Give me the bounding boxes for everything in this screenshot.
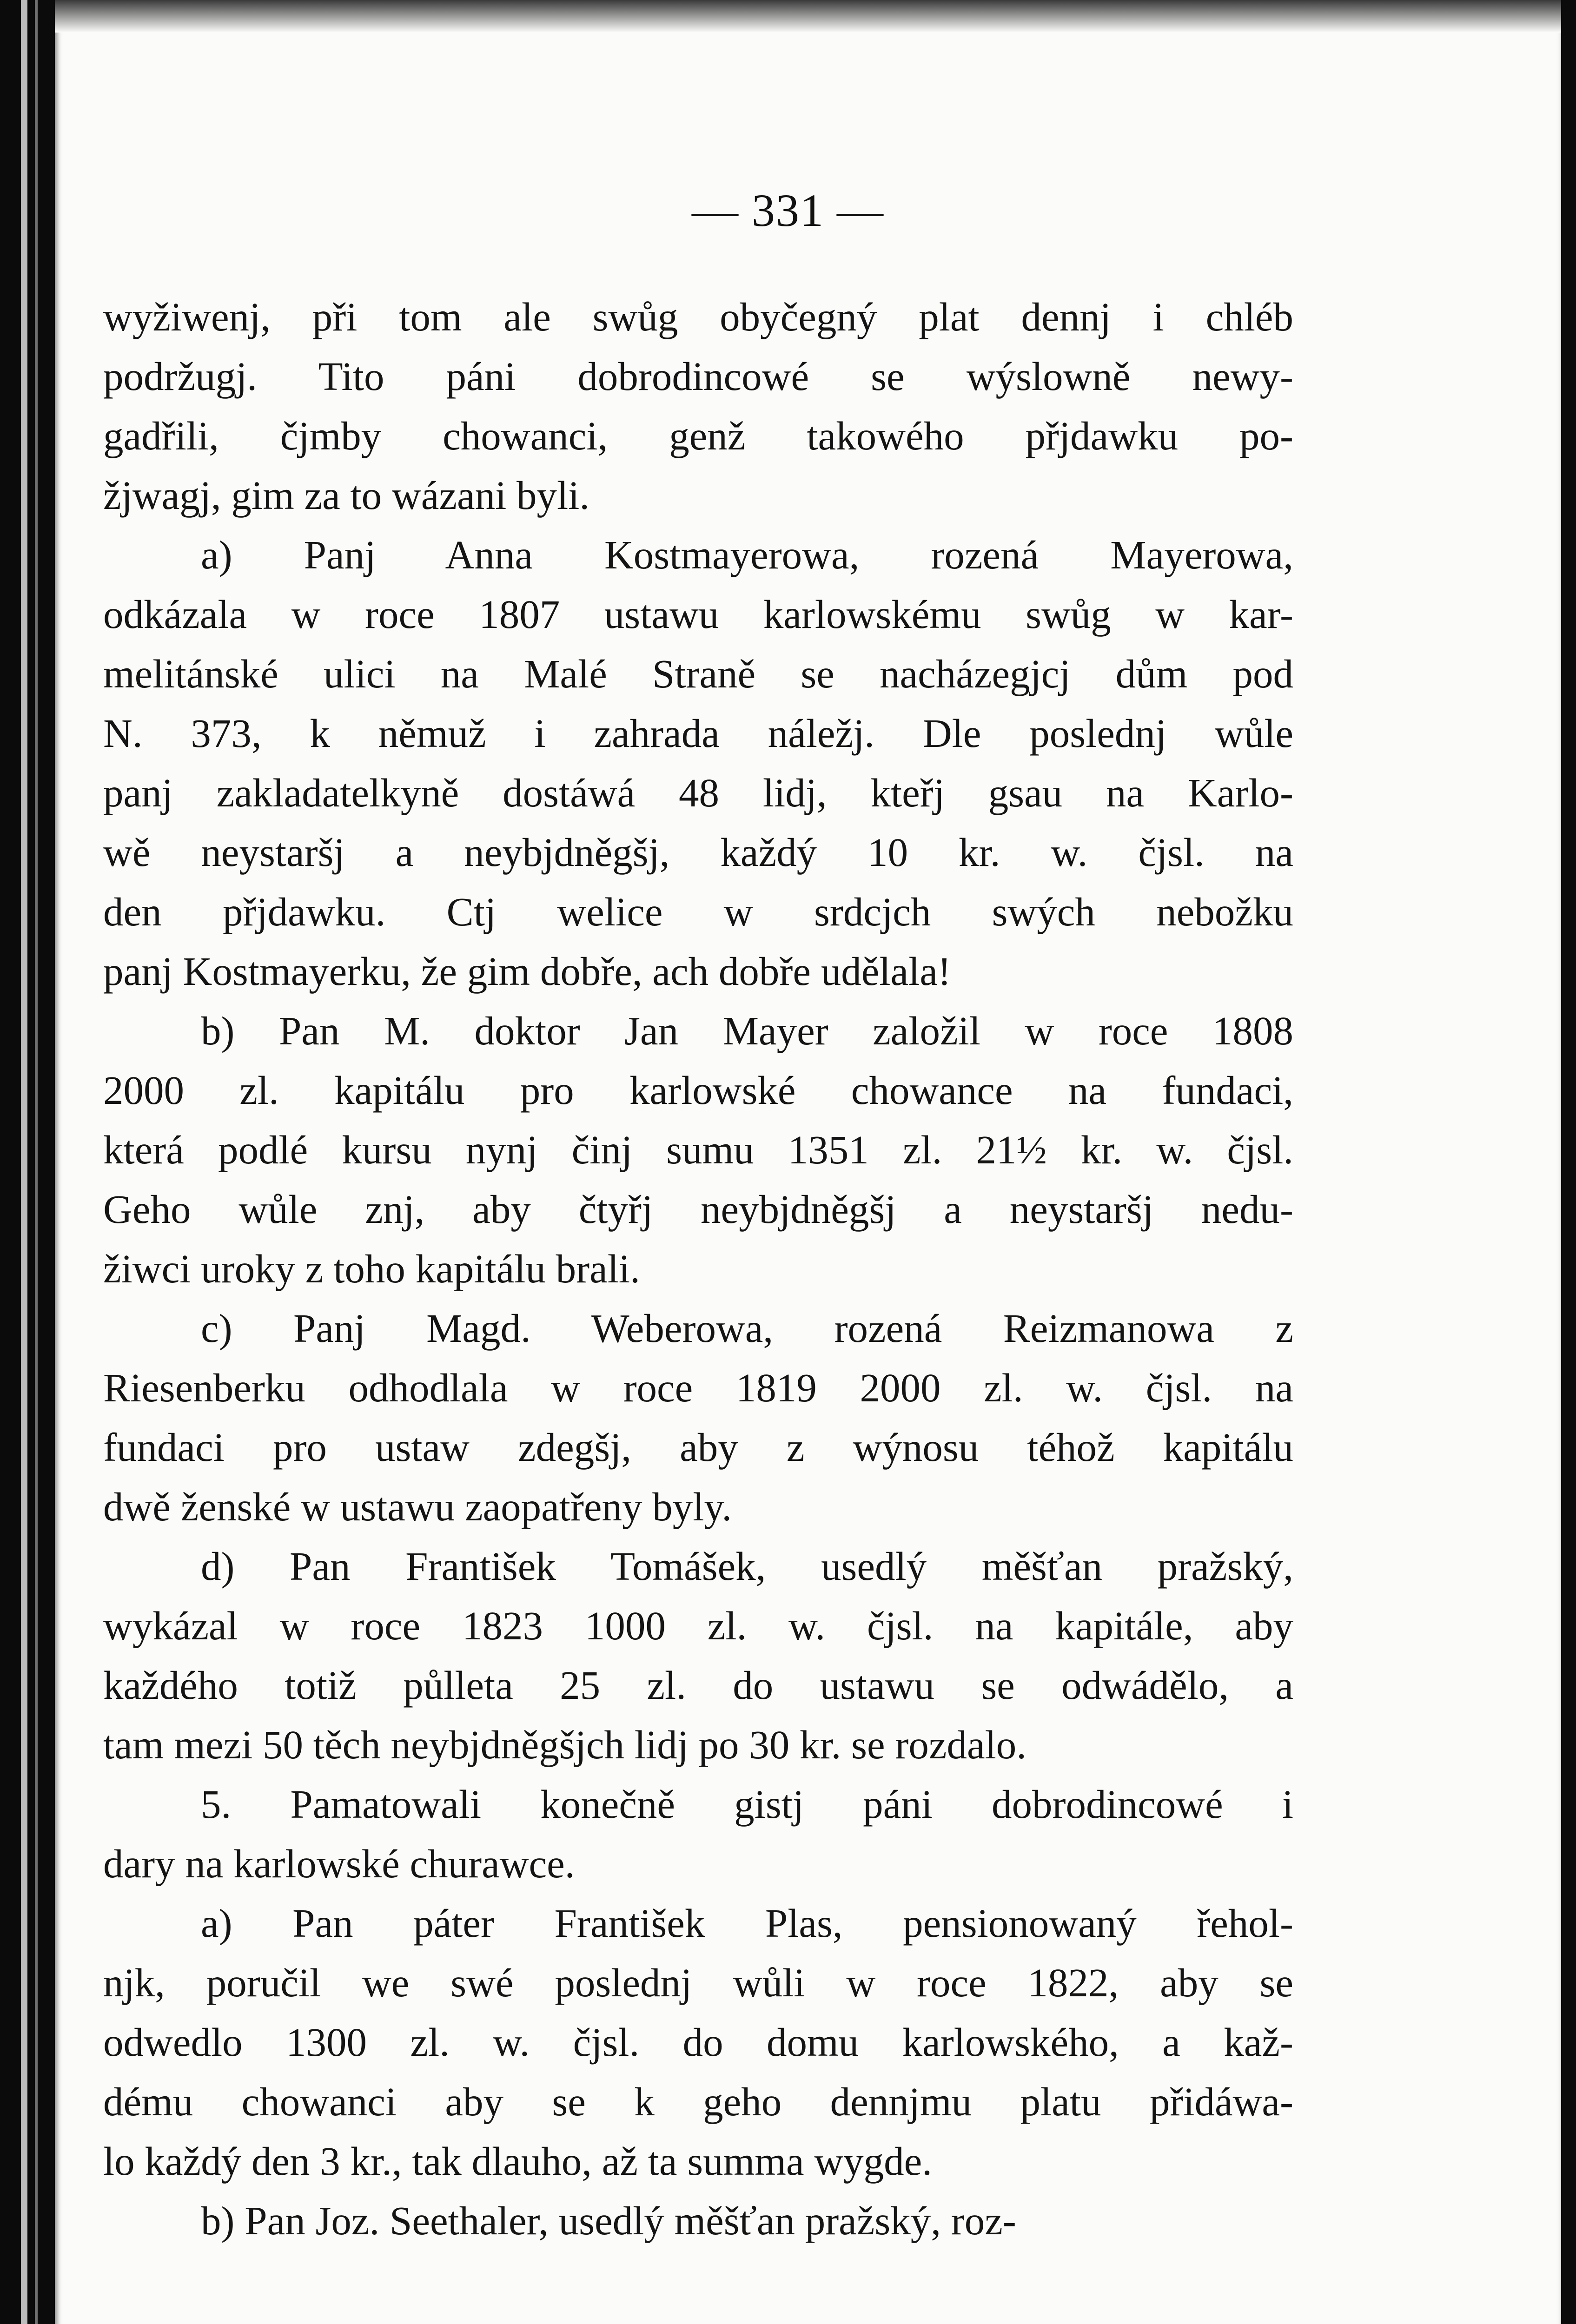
text-line: a) Pan páter František Plas, pensionowaný řehol- [201,1901,1293,1946]
page-top-shadow [55,0,1561,33]
text-line: wyžiwenj, při tom ale swůg obyčegný plat dennj i chléb [103,294,1293,339]
text-line: den přjdawku. Ctj welice w srdcjch swých nebožku [103,889,1293,934]
text-line: dary na karlowské churawce. [103,1841,575,1886]
text-line: dwě ženské w ustawu zaopatřeny byly. [103,1484,732,1529]
text-line: žjwagj, gim za to wázani byli. [103,473,590,518]
text-line: dému chowanci aby se k geho dennjmu platu přidáwa- [103,2079,1293,2124]
text-line: každého totiž půlleta 25 zl. do ustawu se odwádělo, a [103,1663,1293,1708]
text-line: 5. Pamatowali konečně gistj páni dobrodincowé i [201,1782,1293,1827]
text-line: Geho wůle znj, aby čtyřj neybjdněgšj a neystaršj nedu- [103,1187,1293,1232]
text-line: podržugj. Tito páni dobrodincowé se wýslowně newy- [103,354,1293,399]
text-line: panj Kostmayerku, že gim dobře, ach dobře udělala! [103,949,951,994]
binding-edge [21,0,27,2324]
body-text [103,287,1293,2251]
text-line: fundaci pro ustaw zdegšj, aby z wýnosu téhož kapitálu [103,1425,1293,1470]
binding-shadow [35,0,38,2324]
page-number: — 331 — [692,185,884,236]
text-line: gadřili, čjmby chowanci, genž takowého přjdawku po- [103,413,1293,458]
text-line: panj zakladatelkyně dostáwá 48 lidj, kteřj gsau na Karlo- [103,770,1293,815]
text-line: Riesenberku odhodlala w roce 1819 2000 zl. w. čjsl. na [103,1365,1293,1410]
text-line: odkázala w roce 1807 ustawu karlowskému swůg w kar- [103,592,1293,637]
text-line: která podlé kursu nynj činj sumu 1351 zl. 21½ kr. w. čjsl. [103,1127,1293,1172]
text-line: d) Pan František Tomášek, usedlý měšťan pražský, [201,1544,1293,1589]
text-line: b) Pan M. doktor Jan Mayer založil w roce 1808 [201,1008,1293,1053]
text-line: njk, poručil we swé poslednj wůli w roce 1822, aby se [103,1960,1293,2005]
text-line: melitánské ulici na Malé Straně se nacházegjcj dům pod [103,651,1293,696]
text-line: b) Pan Joz. Seethaler, usedlý měšťan pražský, roz- [201,2198,1016,2243]
text-line: 2000 zl. kapitálu pro karlowské chowance na fundaci, [103,1068,1293,1113]
text-line: tam mezi 50 těch neybjdněgšjch lidj po 30 kr. se rozdalo. [103,1722,1027,1767]
text-line: c) Panj Magd. Weberowa, rozená Reizmanowa z [201,1306,1293,1351]
text-line: lo každý den 3 kr., tak dlauho, až ta summa wygde. [103,2139,933,2184]
text-line: odwedlo 1300 zl. w. čjsl. do domu karlowského, a kaž- [103,2020,1293,2065]
text-line: žiwci uroky z toho kapitálu brali. [103,1246,640,1291]
text-line: a) Panj Anna Kostmayerowa, rozená Mayerowa, [201,532,1293,577]
text-line: N. 373, k němuž i zahrada náležj. Dle poslednj wůle [103,711,1293,756]
text-line: wě neystaršj a neybjdněgšj, každý 10 kr. w. čjsl. na [103,830,1293,875]
text-line: wykázal w roce 1823 1000 zl. w. čjsl. na kapitále, aby [103,1603,1293,1648]
